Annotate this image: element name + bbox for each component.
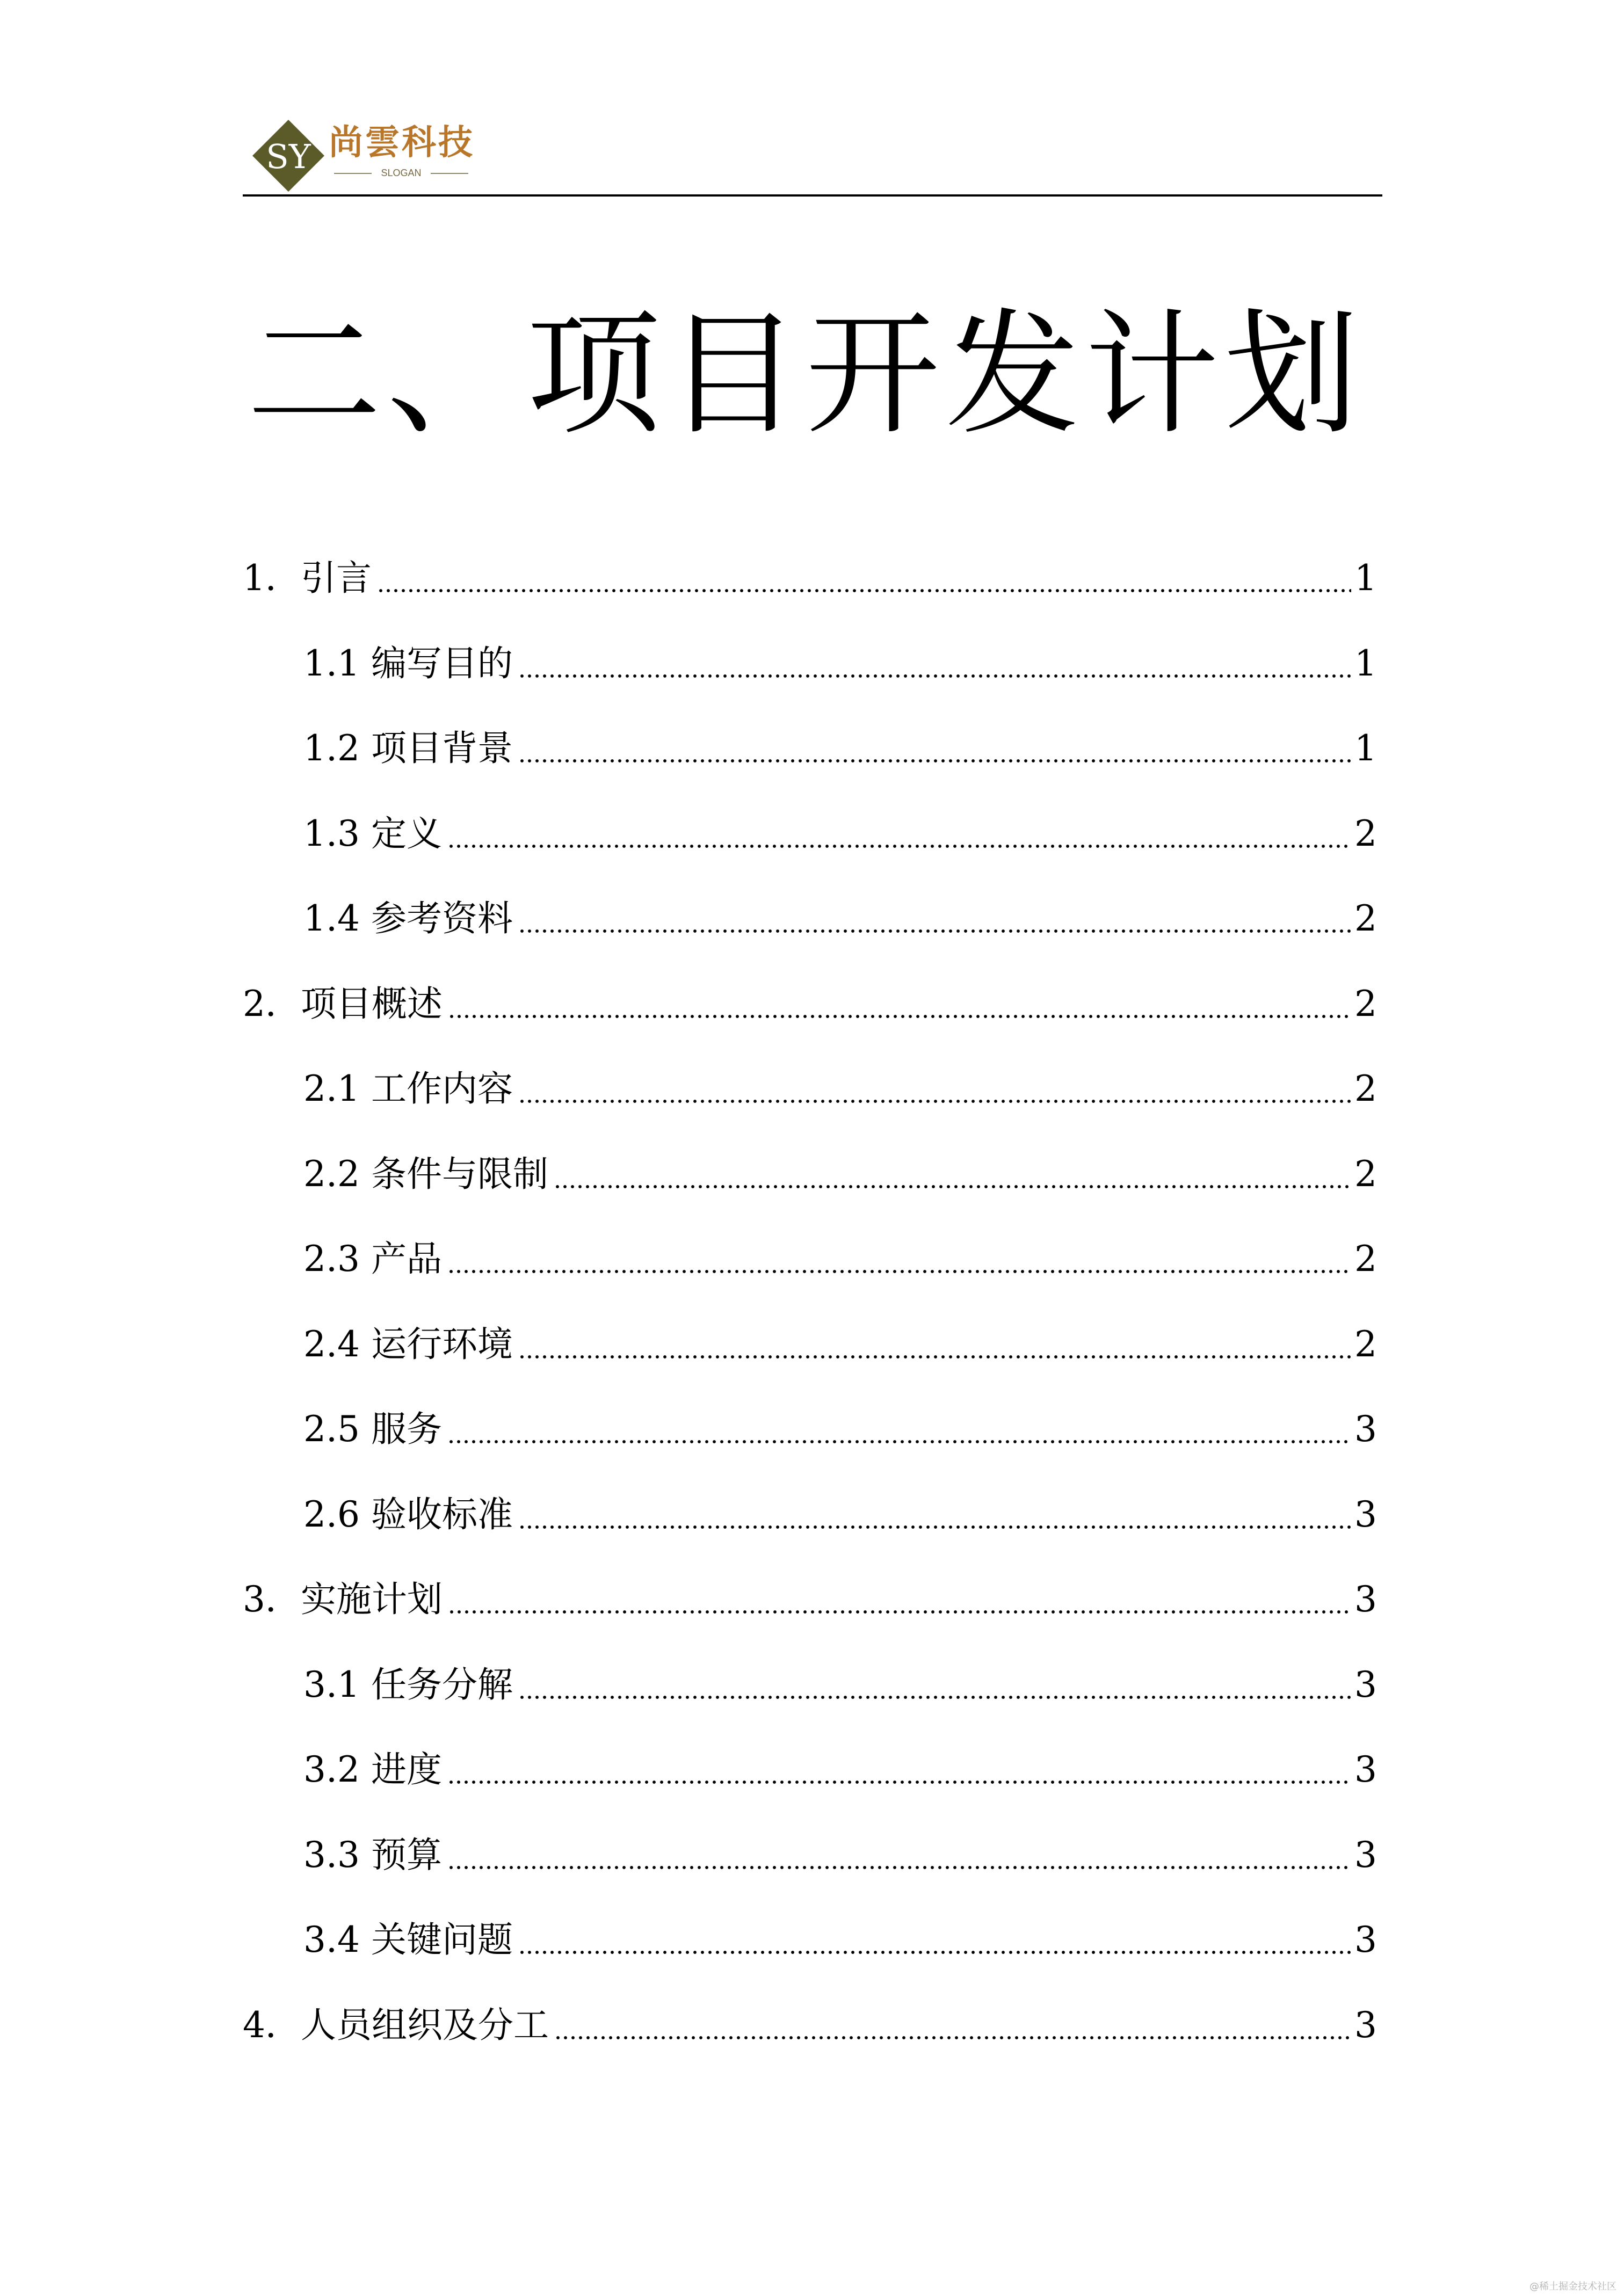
toc-entry-page-number: 1	[1354, 728, 1377, 769]
toc-entry[interactable]	[303, 810, 1377, 858]
toc-entry[interactable]	[303, 1491, 1377, 1539]
toc-dot-leader	[554, 2036, 1351, 2040]
toc-dot-leader	[448, 1610, 1351, 1614]
toc-entry-page-number: 3	[1354, 1579, 1377, 1620]
toc-entry-page-number: 3	[1354, 1749, 1377, 1790]
toc-entry-page-number: 2	[1354, 1324, 1377, 1365]
toc-entry-label: 2.3 产品	[303, 1238, 442, 1280]
toc-entry[interactable]	[303, 640, 1377, 688]
toc-entry-label: 3．实施计划	[243, 1579, 443, 1620]
logo-slogan: SLOGAN	[334, 165, 468, 181]
toc-entry[interactable]	[303, 1065, 1377, 1113]
toc-entry-page-number: 2	[1354, 813, 1377, 854]
toc-entry-label: 1．引言	[243, 557, 372, 599]
logo-company-name: 尚雲科技	[329, 122, 475, 163]
toc-entry-page-number: 2	[1354, 898, 1377, 939]
toc-dot-leader	[518, 674, 1351, 678]
toc-entry-label: 2.6 验收标准	[303, 1494, 513, 1535]
toc-entry-label: 1.4 参考资料	[303, 898, 513, 939]
toc-dot-leader	[518, 1525, 1351, 1529]
toc-entry-page-number: 3	[1354, 2004, 1377, 2046]
toc-dot-leader	[447, 1269, 1351, 1274]
toc-entry-label: 2.2 条件与限制	[303, 1153, 548, 1195]
toc-dot-leader	[518, 1950, 1351, 1954]
toc-dot-leader	[447, 844, 1351, 848]
toc-entry[interactable]	[303, 1150, 1377, 1198]
toc-dot-leader	[447, 1440, 1351, 1444]
toc-entry-label: 1.2 项目背景	[303, 728, 513, 769]
toc-entry-label: 4．人员组织及分工	[243, 2004, 549, 2046]
toc-dot-leader	[447, 1865, 1351, 1870]
toc-entry[interactable]	[243, 2001, 1377, 2050]
toc-dot-leader	[518, 929, 1351, 933]
toc-entry-page-number: 3	[1354, 1919, 1377, 1960]
toc-entry[interactable]	[303, 724, 1377, 773]
toc-dot-leader	[518, 759, 1351, 763]
toc-entry-page-number: 2	[1354, 1068, 1377, 1109]
toc-entry[interactable]	[303, 1916, 1377, 1964]
toc-dot-leader	[447, 1780, 1351, 1784]
toc-entry-label: 1.3 定义	[303, 813, 442, 854]
toc-entry-page-number: 3	[1354, 1664, 1377, 1705]
toc-entry-label: 3.3 预算	[303, 1834, 442, 1876]
toc-entry[interactable]	[303, 1405, 1377, 1454]
toc-entry-label: 3.1 任务分解	[303, 1664, 513, 1705]
toc-entry[interactable]	[243, 1575, 1377, 1624]
toc-entry[interactable]	[303, 1831, 1377, 1879]
toc-entry-page-number: 3	[1354, 1834, 1377, 1876]
watermark: @稀土掘金技术社区	[1529, 2281, 1616, 2292]
toc-entry-label: 1.1 编写目的	[303, 643, 513, 684]
toc-dot-leader	[377, 588, 1351, 593]
toc-entry-page-number: 2	[1354, 1238, 1377, 1280]
toc-entry[interactable]	[243, 554, 1377, 602]
toc-entry[interactable]	[303, 895, 1377, 943]
svg-text:SY: SY	[266, 137, 311, 176]
toc-entry-label: 2．项目概述	[243, 983, 443, 1025]
toc-entry-page-number: 2	[1354, 1153, 1377, 1195]
page-title: 二、项目开发计划	[247, 296, 1364, 453]
toc-entry-label: 3.2 进度	[303, 1749, 442, 1790]
toc-entry-label: 2.1 工作内容	[303, 1068, 513, 1109]
toc-entry-page-number: 2	[1354, 983, 1377, 1025]
toc-entry[interactable]	[303, 1235, 1377, 1283]
toc-entry-label: 3.4 关键问题	[303, 1919, 513, 1960]
toc-entry-page-number: 1	[1354, 557, 1377, 599]
toc-entry[interactable]	[303, 1320, 1377, 1369]
toc-dot-leader	[518, 1099, 1351, 1103]
toc-dot-leader	[554, 1185, 1351, 1189]
toc-dot-leader	[448, 1014, 1351, 1019]
toc-entry[interactable]	[243, 980, 1377, 1028]
toc-entry-page-number: 3	[1354, 1408, 1377, 1450]
toc-entry-label: 2.4 运行环境	[303, 1324, 513, 1365]
toc-entry[interactable]	[303, 1746, 1377, 1794]
toc-entry[interactable]	[303, 1661, 1377, 1709]
toc-dot-leader	[518, 1695, 1351, 1699]
toc-entry-page-number: 1	[1354, 643, 1377, 684]
toc-entry-label: 2.5 服务	[303, 1408, 442, 1450]
toc-dot-leader	[518, 1355, 1351, 1359]
toc-entry-page-number: 3	[1354, 1494, 1377, 1535]
